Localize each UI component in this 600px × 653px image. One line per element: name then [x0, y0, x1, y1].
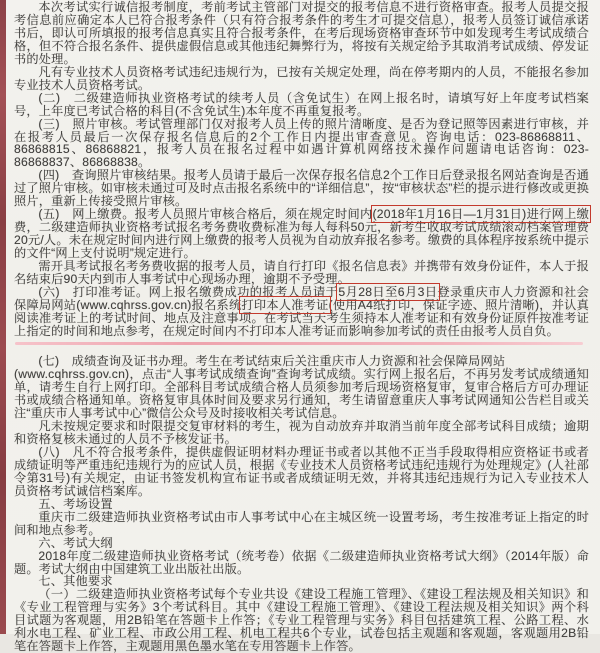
text-run: 五、考场设置	[38, 496, 113, 511]
text-run: (www.cqhrss.gov.cn)，点击“人事考试成绩查询”查询考试成绩。实行网上报名后，不再另发考试成绩通知单，请考生自行上网打印。全部科目考试成绩合格人员须参加考后现场资格复审，复审合格后方可办理证书或成绩合格通知单。资格复审具体时间及要求另行通知，考生请留意重庆人事考试网通知公告栏目或关注“重庆市人事考试中心”微信公众号及时接收相关考试信息。	[14, 367, 589, 421]
page-content	[14, 0, 590, 653]
text-run: 本次考试实行诚信报考制度，考前考试主管部门对提交的报考信息不进行资格审查。报考人员提交报考信息前应确定本人已符合报考条件（只有符合报考条件的考生才可提交信息），报考人员签订诚信承诺书后，即认可所填报的报考信息真实且符合报考条件，在考后现场资格审查环节中如发现考生考试成绩合格，但不符合报名条件、提供虚假信息或其他违纪舞弊行为，将按有关规定给予其取消考试成绩、停发证书的处理。	[14, 0, 589, 66]
text-run: （一）二级建造师执业资格考试每个专业共设《建设工程施工管理》、《建设工程法规及相关知识》和《专业工程管理与实务》3个考试科目。其中《建设工程施工管理》、《建设工程法规及相关知识》两个科目试题为客观题，用2B铅笔在答题卡上作答；《专业工程管理与实务》科目包括建筑工程、公路工程、水利水电工程、矿业工程、市政公用工程、机电工程共6个专业，试卷包括主观题和客观题，客观题用2B铅笔在答题卡上作答，主观题用黑色墨水笔在专用答题卡上作答。	[14, 587, 589, 653]
text-run: 需开具考试报名考务费收据的报考人员，请自行打印《报名信息表》并携带有效身份证件，本人于报名结束后90天内到市人事考试中心现场办理，逾期不予受理。	[14, 259, 589, 287]
text-run: 费，二级建造师执业资格考试报名考务费收费标准为每人每科50元，新考生收取考试成绩滚动档案管理费20元/人。未在规定时间内进行网上缴费的报考人员视为自动放弃报名参考。缴费的具体程序按系统中提示的文件“网上支付说明”规定进行。	[14, 220, 589, 261]
paragraph	[14, 286, 589, 338]
paragraph	[14, 169, 589, 208]
text-run: (二) 二级建造师执业资格考试的续考人员（含免试生）在网上报名时，请填写好上年度考试档案号，上年度已考试合格的科目(不含免试生)本年度不再重复报考。	[14, 90, 589, 118]
paragraph	[14, 446, 589, 498]
text-run: 六、考试大纲	[38, 535, 113, 550]
text-run: (八) 凡不符合报考条件，提供虚假证明材料办理证书或者以其他不正当手段取得相应资格证书或者成绩证明等严重违纪违规行为的应试人员，根据《专业技术人员资格考试违纪违规行为处理规定》(人社部令第31号)有关规定，由证书签发机构宣布证书或者成绩证明无效，并将其违纪违规行为记入专业技术人员资格考试诚信档案库。	[14, 444, 589, 498]
paragraph	[14, 260, 589, 286]
text-run: 凡有专业技术人员资格考试违纪违规行为，已按有关规定处理，尚在停考期内的人员，不能报名参加专业技术人员资格考试。	[14, 64, 589, 92]
text-run: 凡未按规定要求和时限提交复审材料的考生，视为自动放弃并取消当前年度全部考试科目成绩；逾期和资格复核未通过的人员不予核发证书。	[14, 419, 589, 446]
text-run: (七) 成绩查询及证书办理。考生在考试结束后关注重庆市人力资源和社会保障局网站	[38, 354, 506, 369]
text-run: (六) 打印准考证。网上报名缴费成功的报考人员请于	[38, 284, 339, 299]
text-run: 重庆市二级建造师执业资格考试由市人事考试中心在主城区统一设置考场，考生按准考证上指定的时间和地点参考。	[14, 509, 589, 537]
highlight-box: (2018年1月16日—1月31日)进行网上缴	[372, 207, 590, 222]
paragraph	[14, 355, 589, 420]
text-run: 七、其他要求	[38, 574, 113, 589]
text-run: (四) 查询照片审核结果。报考人员请于最后一次保存报名信息2个工作日后登录报名网站查询是否通过了照片审核。如审核未通过可及时点击报名系统中的“详细信息”，按“审核状态”栏的提示进行修改或更换照片，重新上传接受照片审核。	[14, 168, 589, 209]
text-run: (五) 网上缴费。报考人员照片审核合格后，须在规定时间内	[38, 207, 373, 222]
text-run: (三) 照片审核。考试管理部门仅对报考人员上传的照片清晰度、是否为登记照等因素进行审核，并在报考人员最后一次保存报名信息后的2个工作日内提出审查意见。咨询电话：023-86868811、86868815、86868821，报考人员在报名过程中如遇计算机网络技术操作问题请电话咨询：023-86868837、86868838。	[14, 116, 589, 170]
right-scan-edge	[596, 0, 600, 634]
left-scan-edge	[0, 0, 6, 634]
pink-underline-divider	[15, 342, 583, 346]
paragraph	[14, 588, 589, 653]
text-run: 2018年度二级建造师执业资格考试（统考卷）依据《二级建造师执业资格考试大纲》（2014年版）命题。考试大纲由中国建筑工业出版社出版。	[14, 548, 589, 576]
paragraph	[14, 550, 589, 576]
text-run: 登录重庆市人力资源和社会保障局网站(www.cqhrss.gov.cn)报名系统	[14, 284, 590, 312]
paragraph	[14, 420, 589, 446]
paragraph	[14, 66, 589, 92]
highlight-box: 5月28日至6月3日	[338, 284, 438, 299]
paragraph	[14, 1, 589, 66]
paragraph	[14, 92, 589, 118]
highlight-box: 打印本人准考证	[241, 297, 329, 312]
text-run: (使用A4纸打印，保证字迹、照片清晰)，并认真阅读准考证上的考试时间、地点及注意事项。在考试当天考生须持本人准考证和有效身份证原件按准考证上指定的时间和地点参考，在规定时间内不打印本人准考证而影响参加考试的责任由报考人员自负。	[14, 297, 590, 338]
paragraph	[14, 511, 589, 537]
paragraph	[14, 118, 589, 170]
paragraph	[14, 208, 589, 260]
